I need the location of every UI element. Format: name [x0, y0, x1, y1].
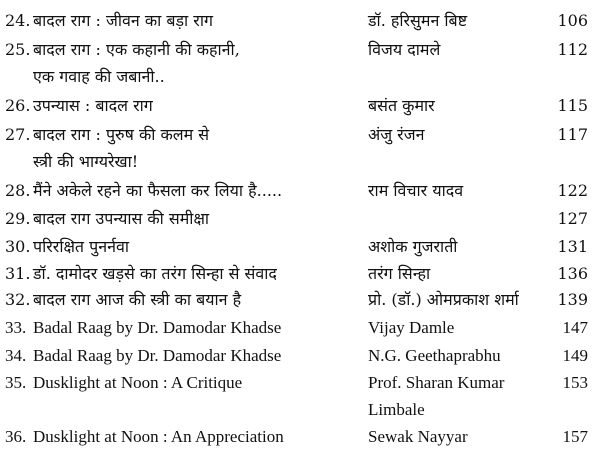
- entry-number: 28.: [5, 181, 31, 200]
- entry-number: 30.: [5, 237, 31, 256]
- entry-page: 131: [557, 237, 588, 256]
- entry-author: राम विचार यादव: [368, 181, 464, 200]
- entry-title-continued: एक गवाह की जबानी..: [33, 67, 165, 86]
- entry-title: उपन्यास : बादल राग: [33, 96, 153, 115]
- entry-number: 29.: [5, 209, 31, 228]
- entry-page: 115: [557, 96, 588, 115]
- entry-title: बादल राग उपन्यास की समीक्षा: [33, 209, 210, 228]
- entry-author: डॉ. हरिसुमन बिष्ट: [368, 11, 468, 30]
- entry-number: 36.: [5, 427, 27, 446]
- entry-page: 117: [557, 125, 588, 144]
- entry-number: 32.: [5, 290, 31, 309]
- entry-title: मैंने अकेले रहने का फैसला कर लिया है.....: [33, 181, 283, 200]
- entry-page: 139: [557, 290, 588, 309]
- entry-title: बादल राग : एक कहानी की कहानी,: [33, 40, 240, 59]
- entry-author-continued: Limbale: [368, 400, 425, 419]
- entry-number: 35.: [5, 373, 27, 392]
- entry-page: 127: [557, 209, 588, 228]
- entry-number: 33.: [5, 318, 27, 337]
- entry-page: 122: [557, 181, 588, 200]
- entry-author: विजय दामले: [368, 40, 441, 59]
- entry-author: अशोक गुजराती: [368, 237, 458, 256]
- entry-number: 34.: [5, 346, 27, 365]
- entry-author: Prof. Sharan Kumar: [368, 373, 505, 392]
- entry-number: 31.: [5, 264, 31, 283]
- entry-page: 147: [562, 318, 588, 337]
- entry-number: 24.: [5, 11, 31, 30]
- entry-author: Vijay Damle: [368, 318, 455, 337]
- entry-title: परिरक्षित पुनर्नवा: [33, 237, 130, 256]
- entry-author: तरंग सिन्हा: [368, 264, 431, 283]
- entry-author: Sewak Nayyar: [368, 427, 468, 446]
- entry-number: 27.: [5, 125, 31, 144]
- entry-title: Dusklight at Noon : An Appreciation: [33, 427, 284, 446]
- entry-title: Dusklight at Noon : A Critique: [33, 373, 243, 392]
- entry-page: 153: [562, 373, 588, 392]
- entry-number: 25.: [5, 40, 31, 59]
- entry-page: 149: [562, 346, 588, 365]
- entry-title: Badal Raag by Dr. Damodar Khadse: [33, 318, 282, 337]
- entry-title: बादल राग : पुरुष की कलम से: [33, 125, 210, 144]
- entry-author: प्रो. (डॉ.) ओमप्रकाश शर्मा: [368, 290, 519, 309]
- entry-page: 157: [562, 427, 588, 446]
- entry-page: 112: [557, 40, 588, 59]
- entry-number: 26.: [5, 96, 31, 115]
- entry-author: N.G. Geethaprabhu: [368, 346, 501, 365]
- entry-page: 136: [557, 264, 588, 283]
- entry-page: 106: [557, 11, 588, 30]
- entry-title: Badal Raag by Dr. Damodar Khadse: [33, 346, 282, 365]
- entry-title-continued: स्त्री की भाग्यरेखा!: [33, 152, 139, 171]
- entry-title: बादल राग : जीवन का बड़ा राग: [33, 11, 213, 30]
- entry-author: अंजु रंजन: [368, 125, 425, 144]
- entry-title: डॉ. दामोदर खड़से का तरंग सिन्हा से संवाद: [33, 264, 277, 283]
- entry-author: बसंत कुमार: [368, 96, 435, 115]
- entry-title: बादल राग आज की स्त्री का बयान है: [33, 290, 242, 309]
